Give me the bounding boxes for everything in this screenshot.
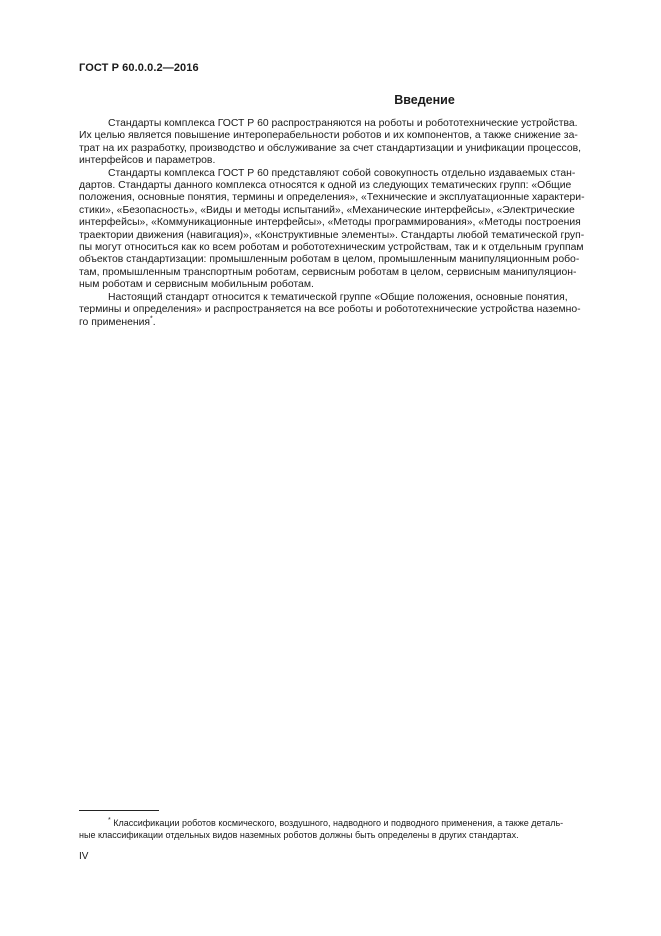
footnote-divider (79, 810, 159, 811)
standard-code-header: ГОСТ Р 60.0.0.2—2016 (79, 62, 199, 74)
text-line: дартов. Стандарты данного комплекса относятся к одной из следующих тематических групп: «Общие (79, 180, 572, 192)
text-line: интерфейсы», «Коммуникационные интерфейсы», «Методы программирования», «Методы построения (79, 217, 581, 229)
paragraph-2 (79, 168, 614, 292)
page-number: IV (79, 851, 89, 862)
text-line: пы могут относиться как ко всем роботам и робототехническим устройствам, так и к отдельным группам (79, 242, 584, 254)
introduction-body (79, 118, 614, 329)
text-fragment: го применения (79, 316, 151, 328)
text-line: Стандарты комплекса ГОСТ Р 60 распространяются на роботы и робототехнические устройства. (108, 118, 578, 129)
paragraph-3 (79, 292, 614, 329)
text-line: Их целью является повышение интероперабельности роботов и их компонентов, а также снижение за- (79, 130, 578, 142)
footnote-text: Классификации роботов космического, воздушного, надводного и подводного применения, а также деталь- (113, 818, 564, 828)
footnote-line (79, 817, 614, 829)
text-line: положения, основные понятия, термины и определения», «Технические и эксплуатационные характери- (79, 192, 585, 204)
sentence-end: . (152, 316, 156, 328)
text-line: траектории движения (навигация)», «Конструктивные элементы». Стандарты любой тематической груп- (79, 229, 585, 241)
section-title-text: Введение (394, 93, 455, 107)
text-line: интерфейсов и параметров. (79, 155, 216, 167)
text-line: ным роботам и сервисным мобильным роботам. (79, 279, 314, 291)
footnote-marker: * (108, 817, 111, 824)
text-line-with-footnote-ref (79, 317, 614, 329)
text-line: термины и определения» и распространяется на все роботы и робототехнические устройства наземно- (79, 304, 581, 316)
section-title (79, 93, 614, 107)
text-line: стики», «Безопасность», «Виды и методы испытаний», «Механические интерфейсы», «Электрические (79, 204, 575, 216)
footnote (79, 817, 614, 841)
text-line: объектов стандартизации: промышленным роботам в целом, промышленным манипуляционным робо- (79, 254, 580, 266)
footnote-reference[interactable]: * (150, 315, 153, 323)
text-line: там, промышленным транспортным роботам, сервисным роботам в целом, сервисным манипуляцион- (79, 266, 577, 278)
paragraph-1 (79, 118, 614, 168)
text-line: Настоящий стандарт относится к тематической группе «Общие положения, основные понятия, (108, 291, 568, 303)
text-line: Стандарты комплекса ГОСТ Р 60 представляют собой совокупность отдельно издаваемых стан- (108, 167, 576, 179)
footnote-line: ные классификации отдельных видов наземных роботов должны быть определены в других стандартах. (79, 830, 519, 840)
text-line: трат на их разработку, производство и обслуживание за счет стандартизации и унификации процессов, (79, 142, 582, 154)
